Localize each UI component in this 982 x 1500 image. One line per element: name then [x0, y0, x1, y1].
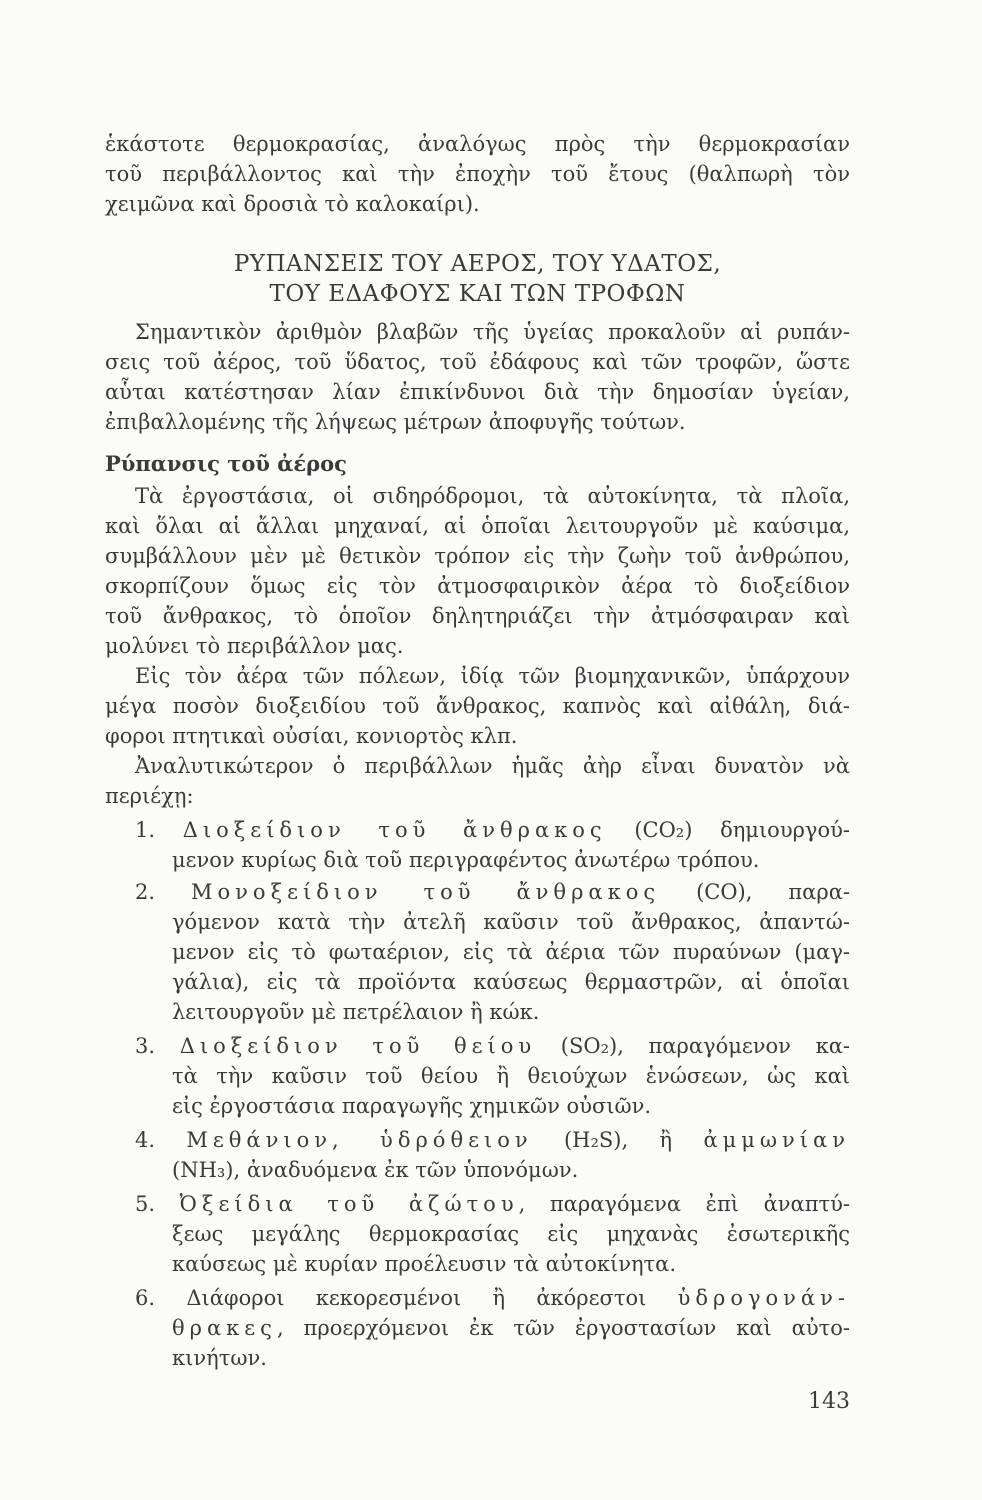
item-term: Ὀξείδια τοῦ ἀζώτου	[179, 1192, 519, 1216]
item-line: λειτουργοῦν μὲ πετρέλαιον ἢ κώκ.	[172, 1000, 540, 1024]
section-title-line: ΤΟΥ ΕΔΑΦΟΥΣ ΚΑΙ ΤΩΝ ΤΡΟΦΩΝ	[269, 281, 686, 307]
para2-line: μέγα ποσὸν διοξειδίου τοῦ ἄνθρακος, καπνὸς καὶ αἰθάλη, διά-	[105, 694, 850, 718]
item-line: κινήτων.	[172, 1346, 267, 1370]
section-para-line: σεις τοῦ ἀέρος, τοῦ ὕδατος, τοῦ ἐδάφους καὶ τῶν τροφῶν, ὥστε	[105, 350, 850, 374]
item-number: 2.	[135, 880, 156, 904]
item-line: (NH₃), ἀναδυόμενα ἐκ τῶν ὑπονόμων.	[172, 1158, 579, 1182]
item-text: Διάφοροι κεκορεσμένοι ἢ ἀκόρεστοι	[186, 1286, 678, 1310]
item-term: θρακες	[172, 1316, 277, 1340]
para3-line: περιέχῃ:	[105, 784, 194, 808]
para1-line: σκορπίζουν ὅμως εἰς τὸν ἀτμοσφαιρικὸν ἀέρα τὸ διοξείδιον	[105, 574, 850, 598]
item-line: καύσεως μὲ κυρίαν προέλευσιν τὰ αὐτοκίνητα.	[172, 1252, 677, 1276]
item-term: ὑδρογονάν-	[677, 1286, 850, 1310]
item-term: ἀμμωνίαν	[703, 1128, 850, 1152]
item-term: Μεθάνιον, ὑδρόθειον	[186, 1128, 533, 1152]
list-item	[135, 1284, 850, 1312]
section-para-line: αὗται κατέστησαν λίαν ἐπικίνδυνοι διὰ τὴν δημοσίαν ὑγείαν,	[105, 380, 850, 404]
para1-line: τοῦ ἄνθρακος, τὸ ὁποῖον δηλητηριάζει τὴν ἀτμόσφαιραν καὶ	[105, 604, 850, 628]
item-term: Διοξείδιον τοῦ ἄνθρακος	[182, 818, 607, 842]
para1-line: καὶ ὅλαι αἱ ἄλλαι μηχαναί, αἱ ὁποῖαι λειτουργοῦν μὲ καύσιμα,	[105, 514, 850, 538]
intro-line: χειμῶνα καὶ δροσιὰ τὸ καλοκαίρι).	[105, 192, 480, 216]
item-text: (SO₂), παραγόμενον κα-	[536, 1034, 850, 1058]
list-item	[135, 1032, 850, 1060]
item-text: , παραγόμενα ἐπὶ ἀναπτύ-	[518, 1192, 850, 1216]
intro-line: τοῦ περιβάλλοντος καὶ τὴν ἐποχὴν τοῦ ἔτους (θαλπωρὴ τὸν	[105, 162, 850, 186]
subheading: Ρύπανσις τοῦ ἀέρος	[105, 451, 347, 476]
item-term: Διοξείδιον τοῦ θείου	[179, 1034, 537, 1058]
list-item	[135, 1190, 850, 1218]
item-line: τὰ τὴν καῦσιν τοῦ θείου ἢ θειούχων ἑνώσεων, ὡς καὶ	[172, 1064, 850, 1088]
item-term: Μονοξείδιον τοῦ ἄνθρακος	[191, 880, 661, 904]
item-text: (CO), παρα-	[660, 880, 850, 904]
para1-line: μολύνει τὸ περιβάλλον μας.	[105, 634, 404, 658]
intro-line: ἑκάστοτε θερμοκρασίας, ἀναλόγως πρὸς τὴν θερμοκρασίαν	[105, 132, 850, 156]
para2-line: φοροι πτητικαὶ οὐσίαι, κονιορτὸς κλπ.	[105, 724, 518, 748]
item-number: 3.	[135, 1034, 156, 1058]
item-number: 4.	[135, 1128, 156, 1152]
item-text: (H₂S), ἢ	[532, 1128, 704, 1152]
item-number: 6.	[135, 1286, 156, 1310]
section-title-line: ΡΥΠΑΝΣΕΙΣ ΤΟΥ ΑΕΡΟΣ, ΤΟΥ ΥΔΑΤΟΣ,	[233, 251, 722, 277]
item-line: μενον κυρίως διὰ τοῦ περιγραφέντος ἀνωτέρω τρόπου.	[172, 848, 760, 872]
item-line: γάλια), εἰς τὰ προϊόντα καύσεως θερμαστρῶν, αἱ ὁποῖαι	[172, 970, 850, 994]
para1-line: Τὰ ἐργοστάσια, οἱ σιδηρόδρομοι, τὰ αὐτοκίνητα, τὰ πλοῖα,	[135, 484, 850, 508]
list-item	[135, 878, 850, 906]
item-line: εἰς ἐργοστάσια παραγωγῆς χημικῶν οὐσιῶν.	[172, 1094, 652, 1118]
list-item	[135, 816, 850, 844]
item-line: γόμενον κατὰ τὴν ἀτελῆ καῦσιν τοῦ ἄνθρακος, ἀπαντώ-	[172, 910, 850, 934]
para3-line: Ἀναλυτικώτερον ὁ περιβάλλων ἡμᾶς ἀὴρ εἶναι δυνατὸν νὰ	[135, 754, 850, 778]
page-number: 143	[808, 1389, 850, 1414]
para2-line: Εἰς τὸν ἀέρα τῶν πόλεων, ἰδίᾳ τῶν βιομηχανικῶν, ὑπάρχουν	[135, 664, 850, 688]
para1-line: συμβάλλουν μὲν μὲ θετικὸν τρόπον εἰς τὴν ζωὴν τοῦ ἀνθρώπου,	[105, 544, 850, 568]
item-number: 5.	[135, 1192, 156, 1216]
list-item	[135, 1126, 850, 1154]
item-line: μενον εἰς τὸ φωταέριον, εἰς τὰ ἀέρια τῶν πυραύνων (μαγ-	[172, 940, 850, 964]
section-para-line: ἐπιβαλλομένης τῆς λήψεως μέτρων ἀποφυγῆς τούτων.	[105, 410, 686, 434]
section-para-line: Σημαντικὸν ἀριθμὸν βλαβῶν τῆς ὑγείας προκαλοῦν αἱ ρυπάν-	[135, 320, 850, 344]
item-text: , προερχόμενοι ἐκ τῶν ἐργοστασίων καὶ αὐτο-	[276, 1316, 850, 1340]
item-text: (CO₂) δημιουργού-	[606, 818, 850, 842]
item-line: ξεως μεγάλης θερμοκρασίας εἰς μηχανὰς ἐσωτερικῆς	[172, 1222, 850, 1246]
item-number: 1.	[135, 818, 156, 842]
item-line	[172, 1314, 850, 1342]
